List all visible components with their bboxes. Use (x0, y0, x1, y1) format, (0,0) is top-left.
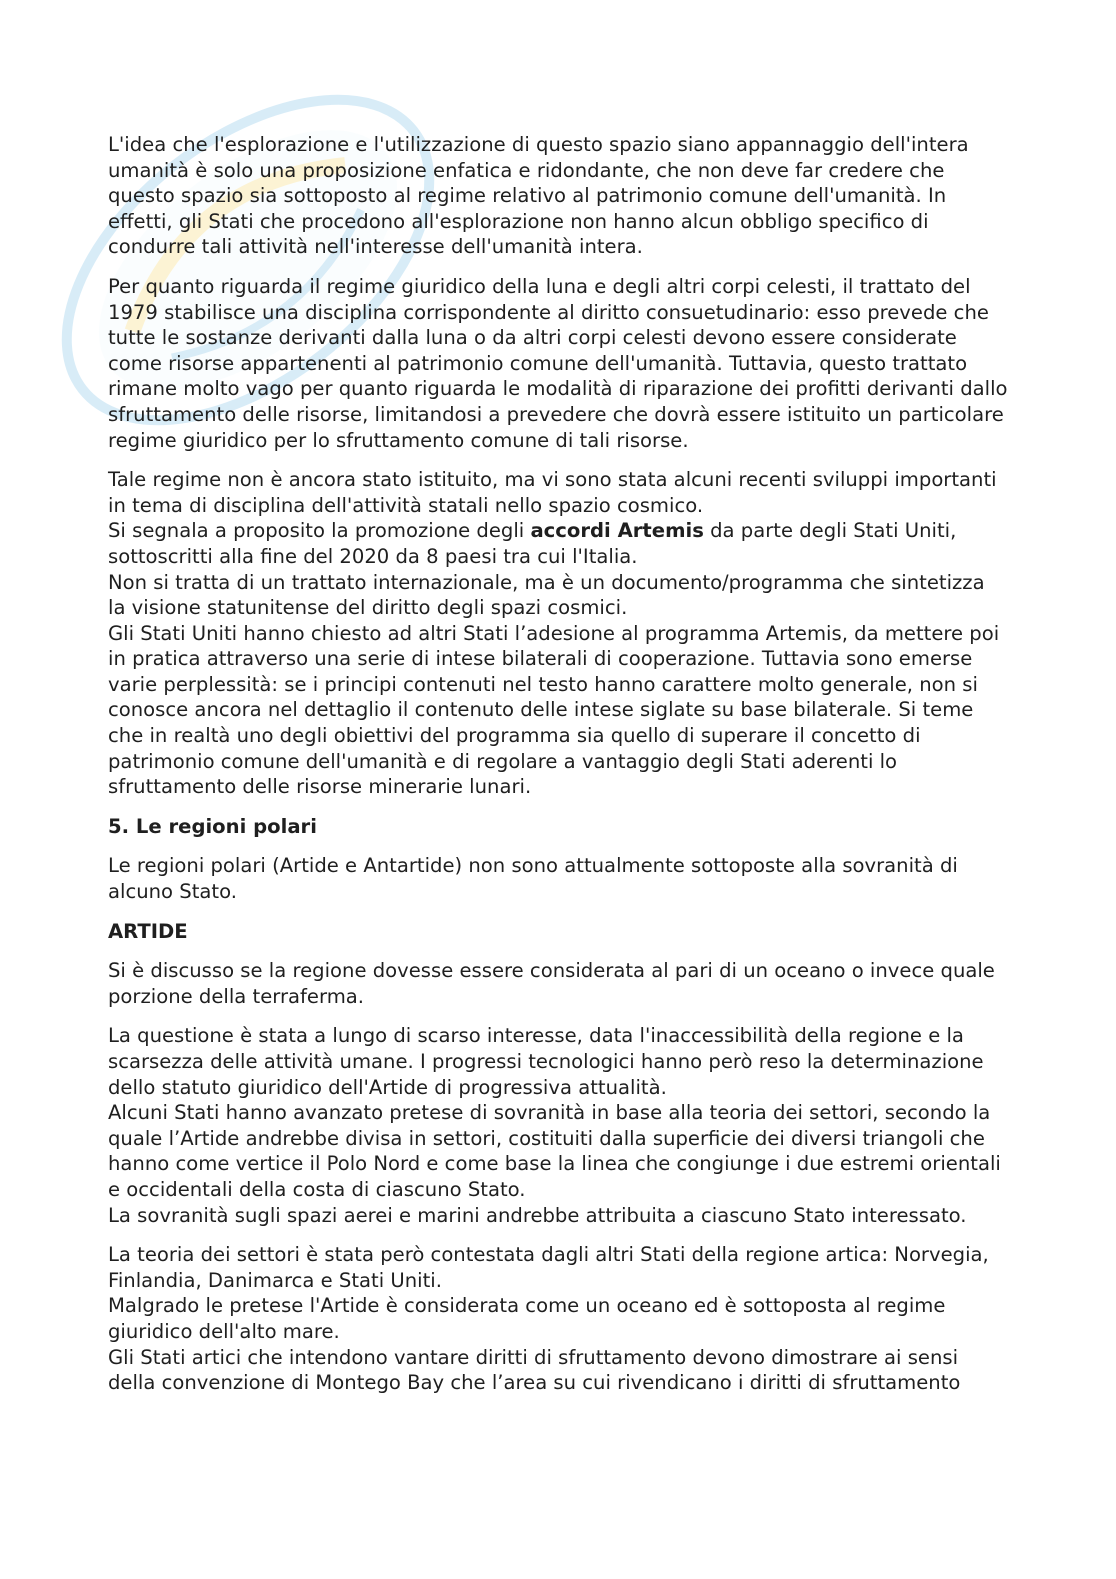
paragraph-artide-sectors (108, 1023, 1008, 1228)
paragraph-exploration: L'idea che l'esplorazione e l'utilizzazione di questo spazio siano appannaggio dell'intera umanità è solo una proposizione enfatica e ridondante, che non deve far credere che questo spazio sia sottoposto al regime relativo al patrimonio comune dell'umanità. In effetti, gli Stati che procedono all'esplorazione non hanno alcun obbligo specifico di condurre tali attività nell'interesse dell'umanità intera. (108, 133, 969, 259)
contested-line-a: La teoria dei settori è stata però contestata dagli altri Stati della regione artica: Norvegia, Finlandia, Danimarca e Stati Uniti. (108, 1243, 989, 1292)
sectors-line-c: La sovranità sugli spazi aerei e marini andrebbe attribuita a ciascuno Stato interessato. (108, 1203, 967, 1227)
sectors-line-b: Alcuni Stati hanno avanzato pretese di sovranità in base alla teoria dei settori, secondo la quale l’Artide andrebbe divisa in settori, costituiti dalla superficie dei diversi triangoli che hanno come vertice il Polo Nord e come base la linea che congiunge i due estremi orientali e occidentali della costa di ciascuno Stato. (108, 1101, 1001, 1201)
paragraph-artide-ocean: Si è discusso se la regione dovesse essere considerata al pari di un oceano o invece quale porzione della terraferma. (108, 959, 995, 1008)
artemis-line-a: Tale regime non è ancora stato istituito, ma vi sono stata alcuni recenti sviluppi importanti in tema di disciplina dell'attività statali nello spazio cosmico. (108, 468, 997, 517)
paragraph-artemis (108, 467, 1008, 800)
contested-line-b: Malgrado le pretese l'Artide è considerata come un oceano ed è sottoposta al regime giuridico dell'alto mare. (108, 1294, 946, 1343)
paragraph-polar-intro: Le regioni polari (Artide e Antartide) non sono attualmente sottoposte alla sovranità di alcuno Stato. (108, 854, 958, 904)
paragraph-moon-regime: Per quanto riguarda il regime giuridico della luna e degli altri corpi celesti, il trattato del 1979 stabilisce una disciplina corrispondente al diritto consuetudinario: esso prevede che tutte le sostanze derivanti dalla luna o da altri corpi celesti devono essere considerate come risorse appartenenti al patrimonio comune dell'umanità. Tuttavia, questo trattato rimane molto vago per quanto riguarda le modalità di riparazione dei profitti derivanti dallo sfruttamento delle risorse, limitandosi a prevedere che dovrà essere istituito un particolare regime giuridico per lo sfruttamento comune di tali risorse. (108, 274, 1008, 452)
sectors-line-a: La questione è stata a lungo di scarso interesse, data l'inaccessibilità della regione e la scarsezza delle attività umane. I progressi tecnologici hanno però reso la determinazione dello statuto giuridico dell'Artide di progressiva attualità. (108, 1024, 984, 1099)
subheading-artide: ARTIDE (108, 919, 188, 943)
artemis-line-c: Non si tratta di un trattato internazionale, ma è un documento/programma che sintetizza la visione statunitense del diritto degli spazi cosmici. (108, 570, 985, 620)
artemis-line-d: Gli Stati Uniti hanno chiesto ad altri Stati l’adesione al programma Artemis, da mettere poi in pratica attraverso una serie di intese bilaterali di cooperazione. Tuttavia sono emerse varie perplessità: se i principi contenuti nel testo hanno carattere molto generale, non si conosce ancora nel dettaglio il contenuto delle intese siglate su base bilaterale. Si teme che in realtà uno degli obiettivi del programma sia quello di superare il concetto di patrimonio comune dell'umanità e di regolare a vantaggio degli Stati aderenti lo sfruttamento delle risorse minerarie lunari. (108, 621, 1000, 799)
paragraph-artide-contested (108, 1242, 1008, 1396)
artemis-accords-bold: accordi Artemis (530, 519, 704, 543)
document-body (108, 132, 1008, 1410)
contested-line-c: Gli Stati artici che intendono vantare diritti di sfruttamento devono dimostrare ai sensi della convenzione di Montego Bay che l’area su cui rivendicano i diritti di sfruttamento (108, 1345, 961, 1395)
section-heading-polar-regions: 5. Le regioni polari (108, 814, 317, 838)
artemis-line-b: Si segnala a proposito la promozione degli accordi Artemis da parte degli Stati Uniti, sottoscritti alla fine del 2020 da 8 paesi tra cui l'Italia. (108, 519, 957, 568)
